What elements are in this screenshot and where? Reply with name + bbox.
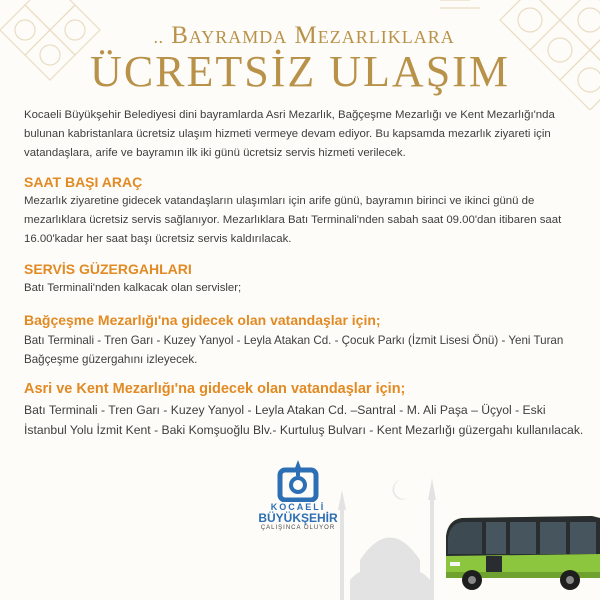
asri-heading: Asri ve Kent Mezarlığı'na gidecek olan vatandaşlar için;: [24, 381, 406, 397]
hourly-heading: SAAT BAŞI ARAÇ: [24, 174, 143, 190]
logo-line-1: KOCAELİ: [270, 502, 326, 512]
bagcesme-route: Batı Terminali - Tren Garı - Kuzey Yanyol - Leyla Atakan Cd. - Çocuk Parkı (İzmit Lisesi Önü) - Yeni Turan Bağçeşme güzergahını izleyecek.: [24, 334, 564, 366]
title-block: [0, 22, 600, 94]
asri-section: [24, 381, 590, 440]
asri-route: Batı Terminali - Tren Garı - Kuzey Yanyol - Leyla Atakan Cd. –Santral - M. Ali Paşa – Üçyol - Eski İstanbul Yolu İzmit Kent - Baki Komşuoğlu Blv.- Kurtuluş Bulvarı - Kent Mezarlığı güzergahı kullanılacak.: [24, 403, 584, 437]
routes-text: Batı Terminali'nden kalkacak olan servisler;: [24, 282, 242, 294]
logo-slogan: ÇALIŞINCA OLUYOR: [260, 525, 336, 531]
logo-line-2: BÜYÜKŞEHİR: [258, 511, 338, 525]
bagcesme-section: [24, 312, 582, 369]
intro-text: Kocaeli Büyükşehir Belediyesi dini bayramlarda Asri Mezarlık, Bağçeşme Mezarlığı ve Kent Mezarlığı'nda bulunan kabristanlara ücretsiz ulaşım hizmeti vermeye devam ediyor. Bu kapsamda mezarlık ziyareti için vatandaşlara, arife ve bayramın ilk iki günü ücretsiz servis hizmeti verilecek.: [24, 109, 555, 159]
page-title: ÜCRETSİZ ULAŞIM: [90, 47, 510, 96]
bagcesme-heading: Bağçeşme Mezarlığı'na gidecek olan vatandaşlar için;: [24, 312, 381, 328]
routes-section: [24, 261, 582, 298]
title-top: Bayramda Mezarlıklara: [171, 22, 455, 49]
mosque-silhouette: [330, 470, 450, 600]
routes-heading: SERVİS GÜZERGAHLARI: [24, 261, 192, 277]
bus-illustration: [442, 506, 600, 596]
hourly-text: Mezarlık ziyaretine gidecek vatandaşların ulaşımları için arife günü, bayramın birinci ve ikinci günü de mezarlıklara ücretsiz servis sağlanıyor. Mezarlıklara Batı Terminali'nden sabah saat 09.00'dan itibaren saat 16.00'kadar her saat başı ücretsiz servis kaldırılacak.: [24, 195, 562, 245]
title-dots: ..: [153, 27, 164, 47]
hourly-section: [24, 174, 582, 249]
kocaeli-logo: [253, 458, 343, 531]
kocaeli-emblem-icon: [274, 458, 322, 502]
intro-section: [24, 106, 582, 163]
